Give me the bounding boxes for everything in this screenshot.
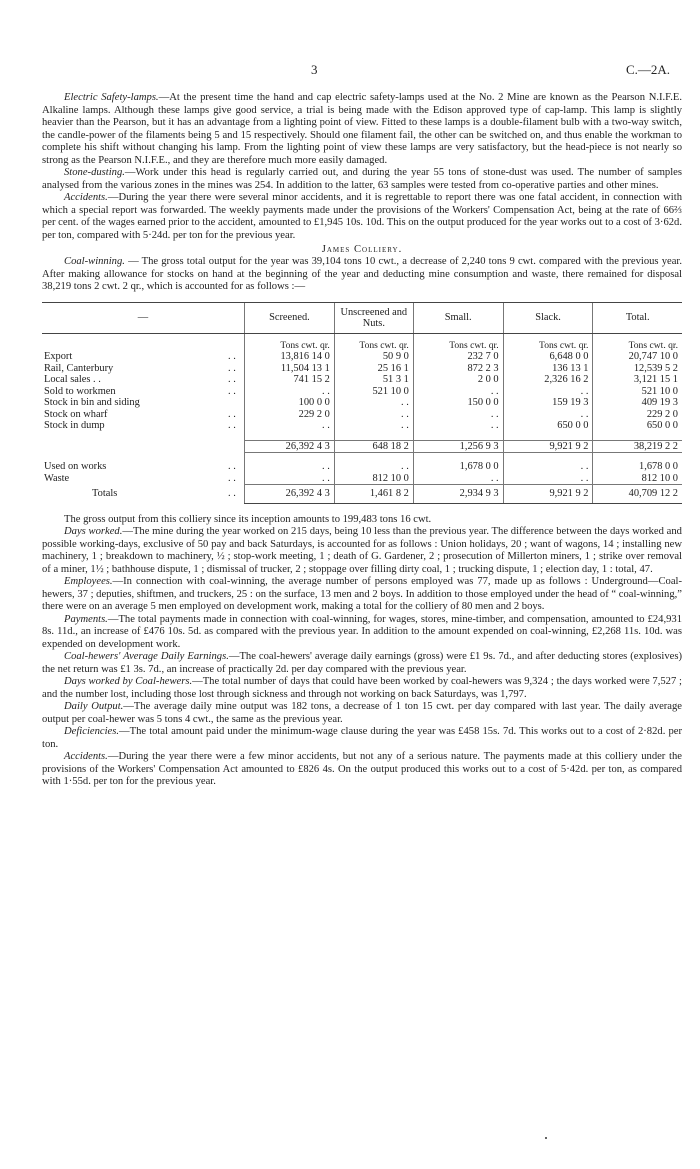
label-cell (42, 432, 226, 441)
table-cell: 100 0 0 (245, 397, 335, 409)
table-cell: 2,326 16 2 (503, 374, 593, 386)
row-leader: . . (228, 362, 236, 374)
table-cell: 51 3 1 (334, 374, 413, 386)
totals-cell: 40,709 12 2 (593, 485, 682, 504)
table-cell: 150 0 0 (413, 397, 503, 409)
spacer-cell (245, 432, 335, 441)
table-cell: 229 2 0 (245, 409, 335, 421)
label-cell (42, 453, 226, 462)
page-header (0, 62, 700, 78)
units-row (42, 333, 682, 351)
table-cell: 650 0 0 (593, 420, 682, 432)
table-row (42, 386, 682, 398)
table-cell: . . (245, 386, 335, 398)
spacer-row (42, 432, 682, 441)
subtotal-cell: 38,219 2 2 (593, 440, 682, 453)
totals-cell: 9,921 9 2 (503, 485, 593, 504)
table-cell: 521 10 0 (593, 386, 682, 398)
row-leader: . . (228, 472, 236, 484)
table-cell: 741 15 2 (245, 374, 335, 386)
row-label: Export (44, 351, 73, 362)
spacer-cell (503, 432, 593, 441)
page-body (42, 92, 682, 789)
table-cell: 13,816 14 0 (245, 351, 335, 363)
table-row (42, 397, 682, 409)
table-row (42, 374, 682, 386)
subtotal-cell: 9,921 9 2 (503, 440, 593, 453)
row-label: Local sales . . (44, 374, 101, 385)
table-cell: 521 10 0 (334, 386, 413, 398)
row-leader: . . (228, 408, 236, 420)
page-number: 3 (311, 62, 318, 77)
table-header-row (42, 302, 682, 333)
column-header: Total. (593, 302, 682, 333)
paragraph: Days worked by Coal-hewers.—The total number of days that could have been worked by coal-hewers was 9,324 ; the days worked were 7,527 ; and the number lost, including those lost through sickness and through not working on back Saturdays, was 1,797. (42, 676, 682, 700)
paragraph: Coal-hewers' Average Daily Earnings.—The coal-hewers' average daily earnings (gross) were £1 9s. 7d., and after deducting stores (explosives) the net return was £1 3s. 7d., an increase of practically 2d. per day compared with the previous year. (42, 651, 683, 675)
table-cell: . . (503, 473, 593, 485)
table-cell: 872 2 3 (413, 363, 503, 375)
table-row (42, 351, 682, 363)
row-leader: . . (228, 374, 236, 385)
column-header: Unscreened and Nuts. (334, 302, 413, 333)
table-row (42, 461, 682, 473)
table-row (42, 420, 682, 432)
column-header: — (42, 302, 245, 333)
column-header: Screened. (245, 302, 335, 333)
table-cell: 50 9 0 (334, 351, 413, 363)
table-cell: . . (503, 386, 593, 398)
totals-cell: 1,461 8 2 (334, 485, 413, 504)
spacer-cell (413, 432, 503, 441)
subtotal-row (42, 440, 682, 453)
table-cell: 812 10 0 (334, 473, 413, 485)
table-cell: 812 10 0 (593, 473, 682, 485)
spacer-cell (593, 453, 682, 462)
table-cell: 229 2 0 (593, 409, 682, 421)
column-header: Slack. (503, 302, 593, 333)
paragraph: Deficiencies.—The total amount paid under the minimum-wage clause during the year was £458 15s. 7d. This works out to a cost of 2·82d. per ton. (42, 726, 682, 750)
table-cell: . . (503, 461, 593, 473)
row-label: Waste (44, 472, 70, 484)
row-leader: . . (228, 488, 236, 499)
spacer-cell (334, 453, 413, 462)
paragraph: Employees.—In connection with coal-winning, the average number of persons employed was 77, made up as follows : Underground—Coal-hewers, 37 ; deputies, shiftmen, and truckers, 25 : on the surface, 13 men and 2 boys. In addition to those employed under the head of “ coal-winning,” there were on an average 5 men employed on development work, making a total for the colliery of 80 men and 2 boys. (42, 576, 682, 612)
paragraph: Days worked.—The mine during the year worked on 215 days, being 10 less than the previous year. The difference between the days worked and possible working-days, exclusive of 50 pay and back Saturdays, is accounted for as follows : Union holidays, 20 ; want of wagons, 14 ; installing new machinery, 1 ; breakdown to machinery, ½ ; stop-work meeting, 1 ; death of G. Gardener, 2 ; prosecution of Millerton miners, 1 ; strike over removal of a miner, 1½ ; bathhouse dispute, 1 ; dismissal of trucker, 2 ; stoppage over filling dirty coal, 1 ; trucking dispute, 1 ; election day, 1 : total, 47. (42, 526, 682, 575)
row-leader (226, 397, 245, 409)
row-label: Rail, Canterbury (44, 362, 114, 374)
subtotal-cell: 26,392 4 3 (245, 440, 335, 453)
subtotal-cell: 648 18 2 (334, 440, 413, 453)
row-label: Stock on wharf (44, 408, 108, 420)
table-cell: . . (334, 409, 413, 421)
unit-cell: Tons cwt. qr. (334, 333, 413, 351)
table-cell: 6,648 0 0 (503, 351, 593, 363)
table-cell: 409 19 3 (593, 397, 682, 409)
table-cell: 12,539 5 2 (593, 363, 682, 375)
table-cell: . . (413, 386, 503, 398)
table-cell: . . (245, 420, 335, 432)
totals-row (42, 485, 682, 504)
unit-cell: Tons cwt. qr. (245, 333, 335, 351)
row-label: Used on works (44, 461, 107, 472)
table-cell: . . (334, 420, 413, 432)
totals-cell: 26,392 4 3 (245, 485, 335, 504)
paragraph: The gross output from this colliery since its inception amounts to 199,483 tons 16 cwt. (64, 513, 432, 525)
unit-cell: Tons cwt. qr. (503, 333, 593, 351)
paragraph: Stone-dusting.—Work under this head is regularly carried out, and during the year 55 tons of stone-dust was used. The number of samples analysed from the various zones in the mines was 254. In addition to the latter, 63 samples were tested from co-operative parties and other mines. (42, 167, 682, 191)
table-cell: 650 0 0 (503, 420, 593, 432)
paragraph: Payments.—The total payments made in connection with coal-winning, for wages, stores, mine-timber, and compensation, amounted to £24,931 8s. 11d., an increase of £476 10s. 5d. as compared with the previous year. In addition to the amount expended on coal-winning, £2,268 11s. 10d. was expended on development work. (42, 613, 682, 650)
table-cell: . . (334, 461, 413, 473)
label-cell (226, 333, 245, 351)
table-cell: 11,504 13 1 (245, 363, 335, 375)
table-cell: . . (245, 473, 335, 485)
row-label: Stock in bin and siding (44, 397, 140, 408)
table-cell: . . (503, 409, 593, 421)
row-leader: . . (228, 420, 236, 431)
row-label: Sold to workmen (44, 385, 116, 397)
table-cell: . . (245, 461, 335, 473)
table-cell: 232 7 0 (413, 351, 503, 363)
table-cell: . . (413, 420, 503, 432)
table-cell: 1,678 0 0 (413, 461, 503, 473)
totals-label: Totals (92, 488, 118, 499)
table-cell: 1,678 0 0 (593, 461, 682, 473)
row-leader: . . (228, 351, 236, 362)
table-cell: . . (334, 397, 413, 409)
label-cell (226, 453, 245, 462)
table-row (42, 409, 682, 421)
unit-cell: Tons cwt. qr. (413, 333, 503, 351)
table-cell: 3,121 15 1 (593, 374, 682, 386)
totals-cell: 2,934 9 3 (413, 485, 503, 504)
paragraph: Accidents.—During the year there were a few minor accidents, but not any of a serious nature. The payments made at this colliery under the provisions of the Workers' Compensation Act amounted to £826 4s. On the output produced this works out to a cost of 5·42d. per ton, as compared with 1·55d. per ton for the previous year. (42, 751, 682, 787)
table-cell: . . (413, 473, 503, 485)
james-colliery-section (42, 514, 682, 789)
unit-cell: Tons cwt. qr. (593, 333, 682, 351)
coal-disposal-table (42, 302, 682, 504)
print-mark (545, 1137, 547, 1139)
section-title: James Colliery. (321, 244, 403, 255)
column-header: Small. (413, 302, 503, 333)
table-cell: 20,747 10 0 (593, 351, 682, 363)
spacer-cell (334, 432, 413, 441)
paragraph: Accidents.—During the year there were several minor accidents, and it is regrettable to report there was one fatal accident, in connection with which a special report was forwarded. The weekly payments made under the provisions of the Workers' Compensation Act, being at the rate of 66⅔ per cent. of the wages earned prior to the accident, amounted to £1,945 10s. 10d. This on the output produced for the year works out to a cost of 3·62d. per ton, compared with 5·24d. per ton for the previous year. (42, 192, 682, 241)
label-cell (226, 440, 245, 453)
paragraph: Daily Output.—The average daily mine output was 182 tons, a decrease of 1 ton 15 cwt. per day compared with last year. The daily average output per coal-hewer was 5 tons 4 cwt., the same as the previous year. (42, 701, 682, 725)
row-leader: . . (228, 385, 236, 397)
subtotal-cell: 1,256 9 3 (413, 440, 503, 453)
spacer-cell (593, 432, 682, 441)
spacer-row (42, 453, 682, 462)
label-cell (226, 432, 245, 441)
row-label: Stock in dump (44, 420, 105, 431)
table-cell: 2 0 0 (413, 374, 503, 386)
label-cell (42, 440, 226, 453)
paragraph: Electric Safety-lamps.—At the present time the hand and cap electric safety-lamps used at the No. 2 Mine are known as the Pearson N.I.F.E. Alkaline lamps. Although these lamps give good service, a trial is being made with the Edison approved type of cap-lamp. This lamp is slightly heavier than the Pearson, but it has an advantage from a lighting point of view. Fitted to these lamps is a double-filament bulb with a two-way switch, the candle-power of the filaments being 5 and 15 respectively. Should one filament fail, the other can be switched on, and thus enable the workman to complete his shift without changing his lamp. From the lighting point of view these lamps are very satisfactory, but the head-piece is not nearly so strong as the Pearson N.I.F.E., and they are therefore much more easily damaged. (42, 92, 682, 166)
label-cell (42, 333, 226, 351)
spacer-cell (503, 453, 593, 462)
row-leader: . . (228, 461, 236, 472)
spacer-cell (245, 453, 335, 462)
paragraph: Coal-winning. — The gross total output for the year was 39,104 tons 10 cwt., a decrease of 2,240 tons 9 cwt. compared with the previous year. After making allowance for stocks on hand at the beginning of the year and deducting mine consumption and waste, there remained for disposal 38,219 tons 2 cwt. 2 qr., which is accounted for as follows :— (42, 256, 682, 292)
table-cell: 136 13 1 (503, 363, 593, 375)
intro-section (42, 92, 682, 242)
table-row (42, 473, 682, 485)
table-cell: 159 19 3 (503, 397, 593, 409)
spacer-cell (413, 453, 503, 462)
table-row (42, 363, 682, 375)
table-cell: . . (413, 409, 503, 421)
document-reference: C.—2A. (626, 62, 671, 77)
table-cell: 25 16 1 (334, 363, 413, 375)
